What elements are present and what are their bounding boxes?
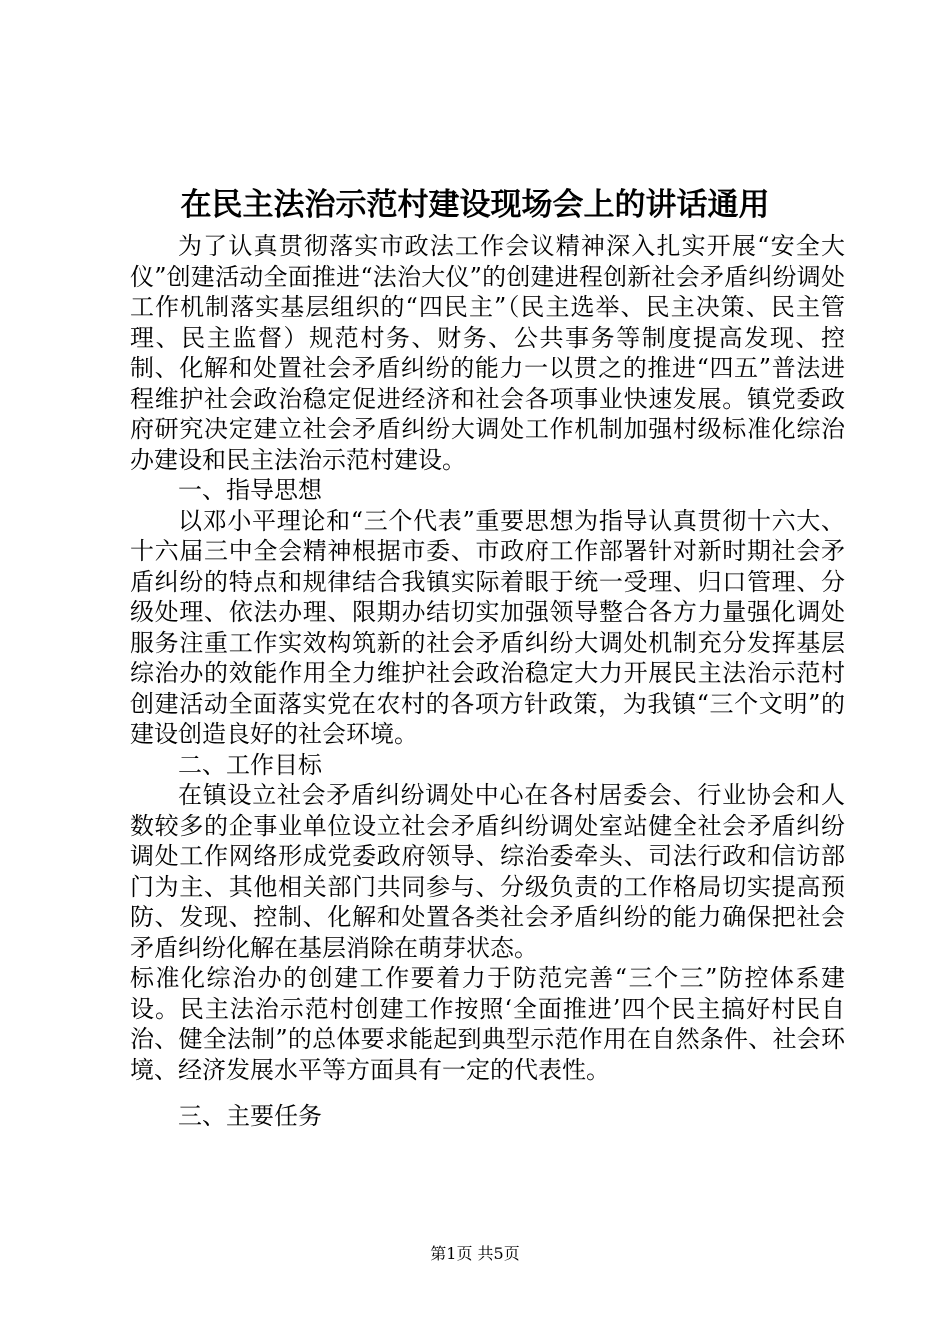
section-text-work-goals-continued: 标准化综治办的创建工作要着力于防范完善“三个三”防控体系建设。民主法治示范村创建工作按照‘全面推进’四个民主搞好村民自治、健全法制”的总体要求能起到典型示范作用在自然条件、社会环境、经济发展水平等方面具有一定的代表性。 xyxy=(130,964,845,1084)
section-heading-guiding-ideology: 一、指导思想 xyxy=(178,476,322,504)
page-footer: 第1页 共5页 xyxy=(430,1244,520,1263)
document-body xyxy=(130,231,845,1132)
section-heading-work-goals: 二、工作目标 xyxy=(178,750,322,779)
section-text-work-goals: 在镇设立社会矛盾纠纷调处中心在各村居委会、行业协会和人数较多的企事业单位设立社会矛盾纠纷调处室站健全社会矛盾纠纷调处工作网络形成党委政府领导、综治委牵头、司法行政和信访部门为主、其他相关部门共同参与、分级负责的工作格局切实提高预防、发现、控制、化解和处置各类社会矛盾纠纷的能力确保把社会矛盾纠纷化解在基层消除在萌芽状态。 xyxy=(130,781,845,962)
section-heading-main-tasks: 三、主要任务 xyxy=(178,1102,322,1130)
document-title: 在民主法治示范村建设现场会上的讲话通用 xyxy=(180,187,770,223)
intro-paragraph: 为了认真贯彻落实市政法工作会议精神深入扎实开展“安全大仪”创建活动全面推进“法治大仪”的创建进程创新社会矛盾纠纷调处工作机制落实基层组织的“四民主”（民主选举、民主决策、民主管理、民主监督）规范村务、财务、公共事务等制度提高发现、控制、化解和处置社会矛盾纠纷的能力一以贯之的推进“四五”普法进程维护社会政治稳定促进经济和社会各项事业快速发展。镇党委政府研究决定建立社会矛盾纠纷大调处工作机制加强村级标准化综治办建设和民主法治示范村建设。 xyxy=(130,232,845,474)
section-text-guiding-ideology: 以邓小平理论和“三个代表”重要思想为指导认真贯彻十六大、十六届三中全会精神根据市委、市政府工作部署针对新时期社会矛盾纠纷的特点和规律结合我镇实际着眼于统一受理、归口管理、分级处理、依法办理、限期办结切实加强领导整合各方力量强化调处服务注重工作实效构筑新的社会矛盾纠纷大调处机制充分发挥基层综治办的效能作用全力维护社会政治稳定大力开展民主法治示范村创建活动全面落实党在农村的各项方针政策，为我镇“三个文明”的建设创造良好的社会环境。 xyxy=(130,506,845,748)
